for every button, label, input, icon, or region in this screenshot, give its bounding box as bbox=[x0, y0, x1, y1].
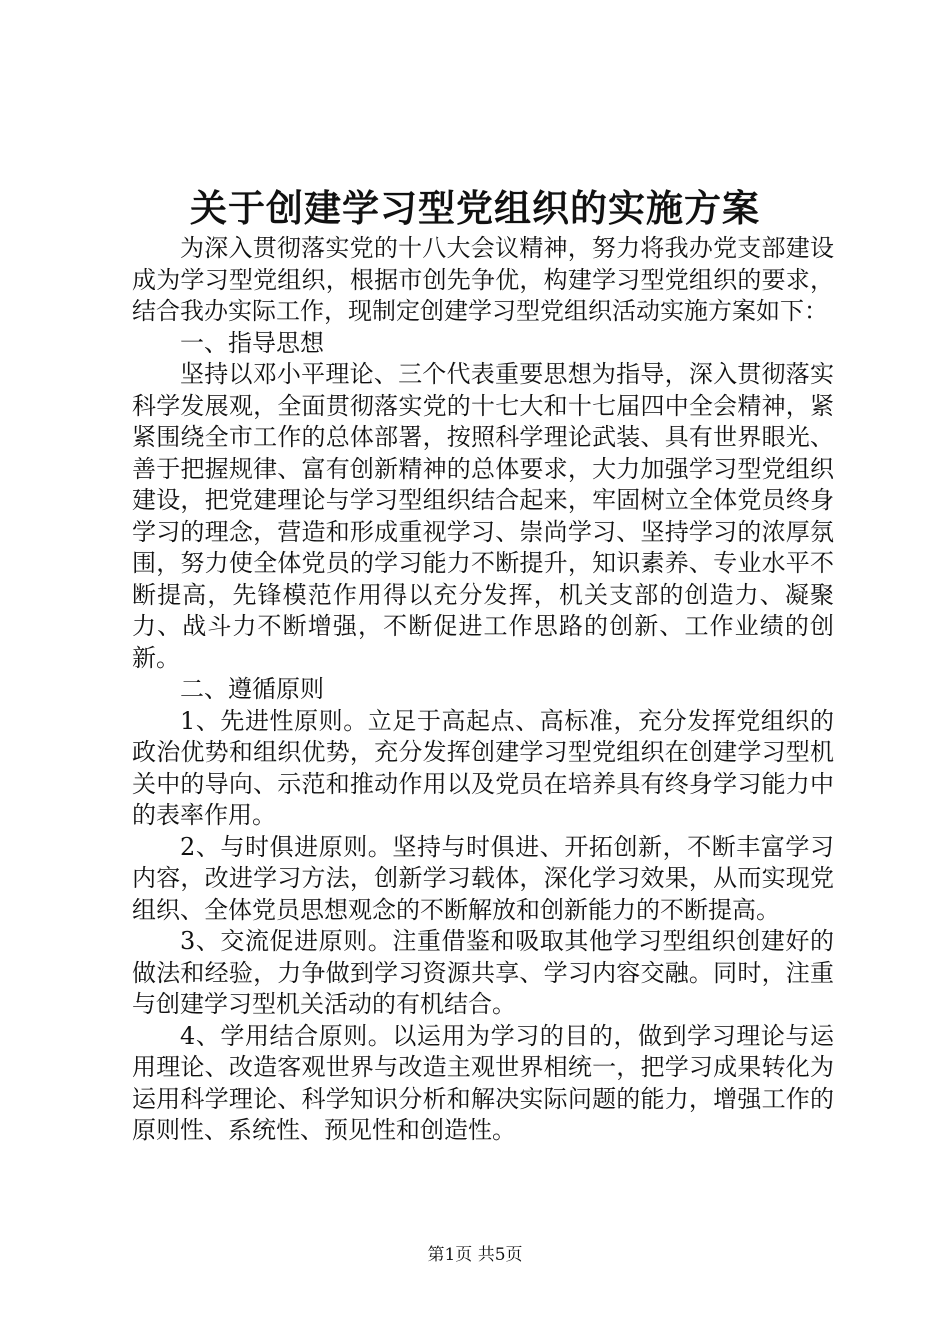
section-heading-guiding-ideology: 一、指导思想 bbox=[180, 328, 324, 357]
guiding-ideology-paragraph: 坚持以邓小平理论、三个代表重要思想为指导，深入贯彻落实科学发展观，全面贯彻落实党的十七大和十七届四中全会精神，紧紧围绕全市工作的总体部署，按照科学理论武装、具有世界眼光、善于把握规律、富有创新精神的总体要求，大力加强学习型党组织建设，把党建理论与学习型组织结合起来，牢固树立全体党员终身学习的理念，营造和形成重视学习、崇尚学习、坚持学习的浓厚氛围，努力使全体党员的学习能力不断提升，知识素养、专业水平不断提高，先锋模范作用得以充分发挥，机关支部的创造力、凝聚力、战斗力不断增强，不断促进工作思路的创新、工作业绩的创新。 bbox=[132, 360, 834, 672]
principle-4-paragraph: 4、学用结合原则。以运用为学习的目的，做到学习理论与运用理论、改造客观世界与改造主观世界相统一，把学习成果转化为运用科学理论、科学知识分析和解决实际问题的能力，增强工作的原则性、系统性、预见性和创造性。 bbox=[132, 1021, 834, 1144]
document-body bbox=[132, 233, 834, 1147]
section-heading-principles: 二、遵循原则 bbox=[180, 675, 324, 703]
principle-3-paragraph: 3、交流促进原则。注重借鉴和吸取其他学习型组织创建好的做法和经验，力争做到学习资源共享、学习内容交融。同时，注重与创建学习型机关活动的有机结合。 bbox=[132, 927, 834, 1018]
principle-1-paragraph: 1、先进性原则。立足于高起点、高标准，充分发挥党组织的政治优势和组织优势，充分发挥创建学习型党组织在创建学习型机关中的导向、示范和推动作用以及党员在培养具有终身学习能力中的表率作用。 bbox=[132, 706, 834, 829]
document-title: 关于创建学习型党组织的实施方案 bbox=[190, 186, 760, 230]
intro-paragraph: 为深入贯彻落实党的十八大会议精神，努力将我办党支部建设成为学习型党组织，根据市创先争优，构建学习型党组织的要求，结合我办实际工作，现制定创建学习型党组织活动实施方案如下： bbox=[132, 234, 834, 325]
principle-2-paragraph: 2、与时俱进原则。坚持与时俱进、开拓创新，不断丰富学习内容，改进学习方法，创新学习载体，深化学习效果，从而实现党组织、全体党员思想观念的不断解放和创新能力的不断提高。 bbox=[132, 832, 834, 924]
page-number-footer: 第1页 共5页 bbox=[427, 1245, 523, 1265]
